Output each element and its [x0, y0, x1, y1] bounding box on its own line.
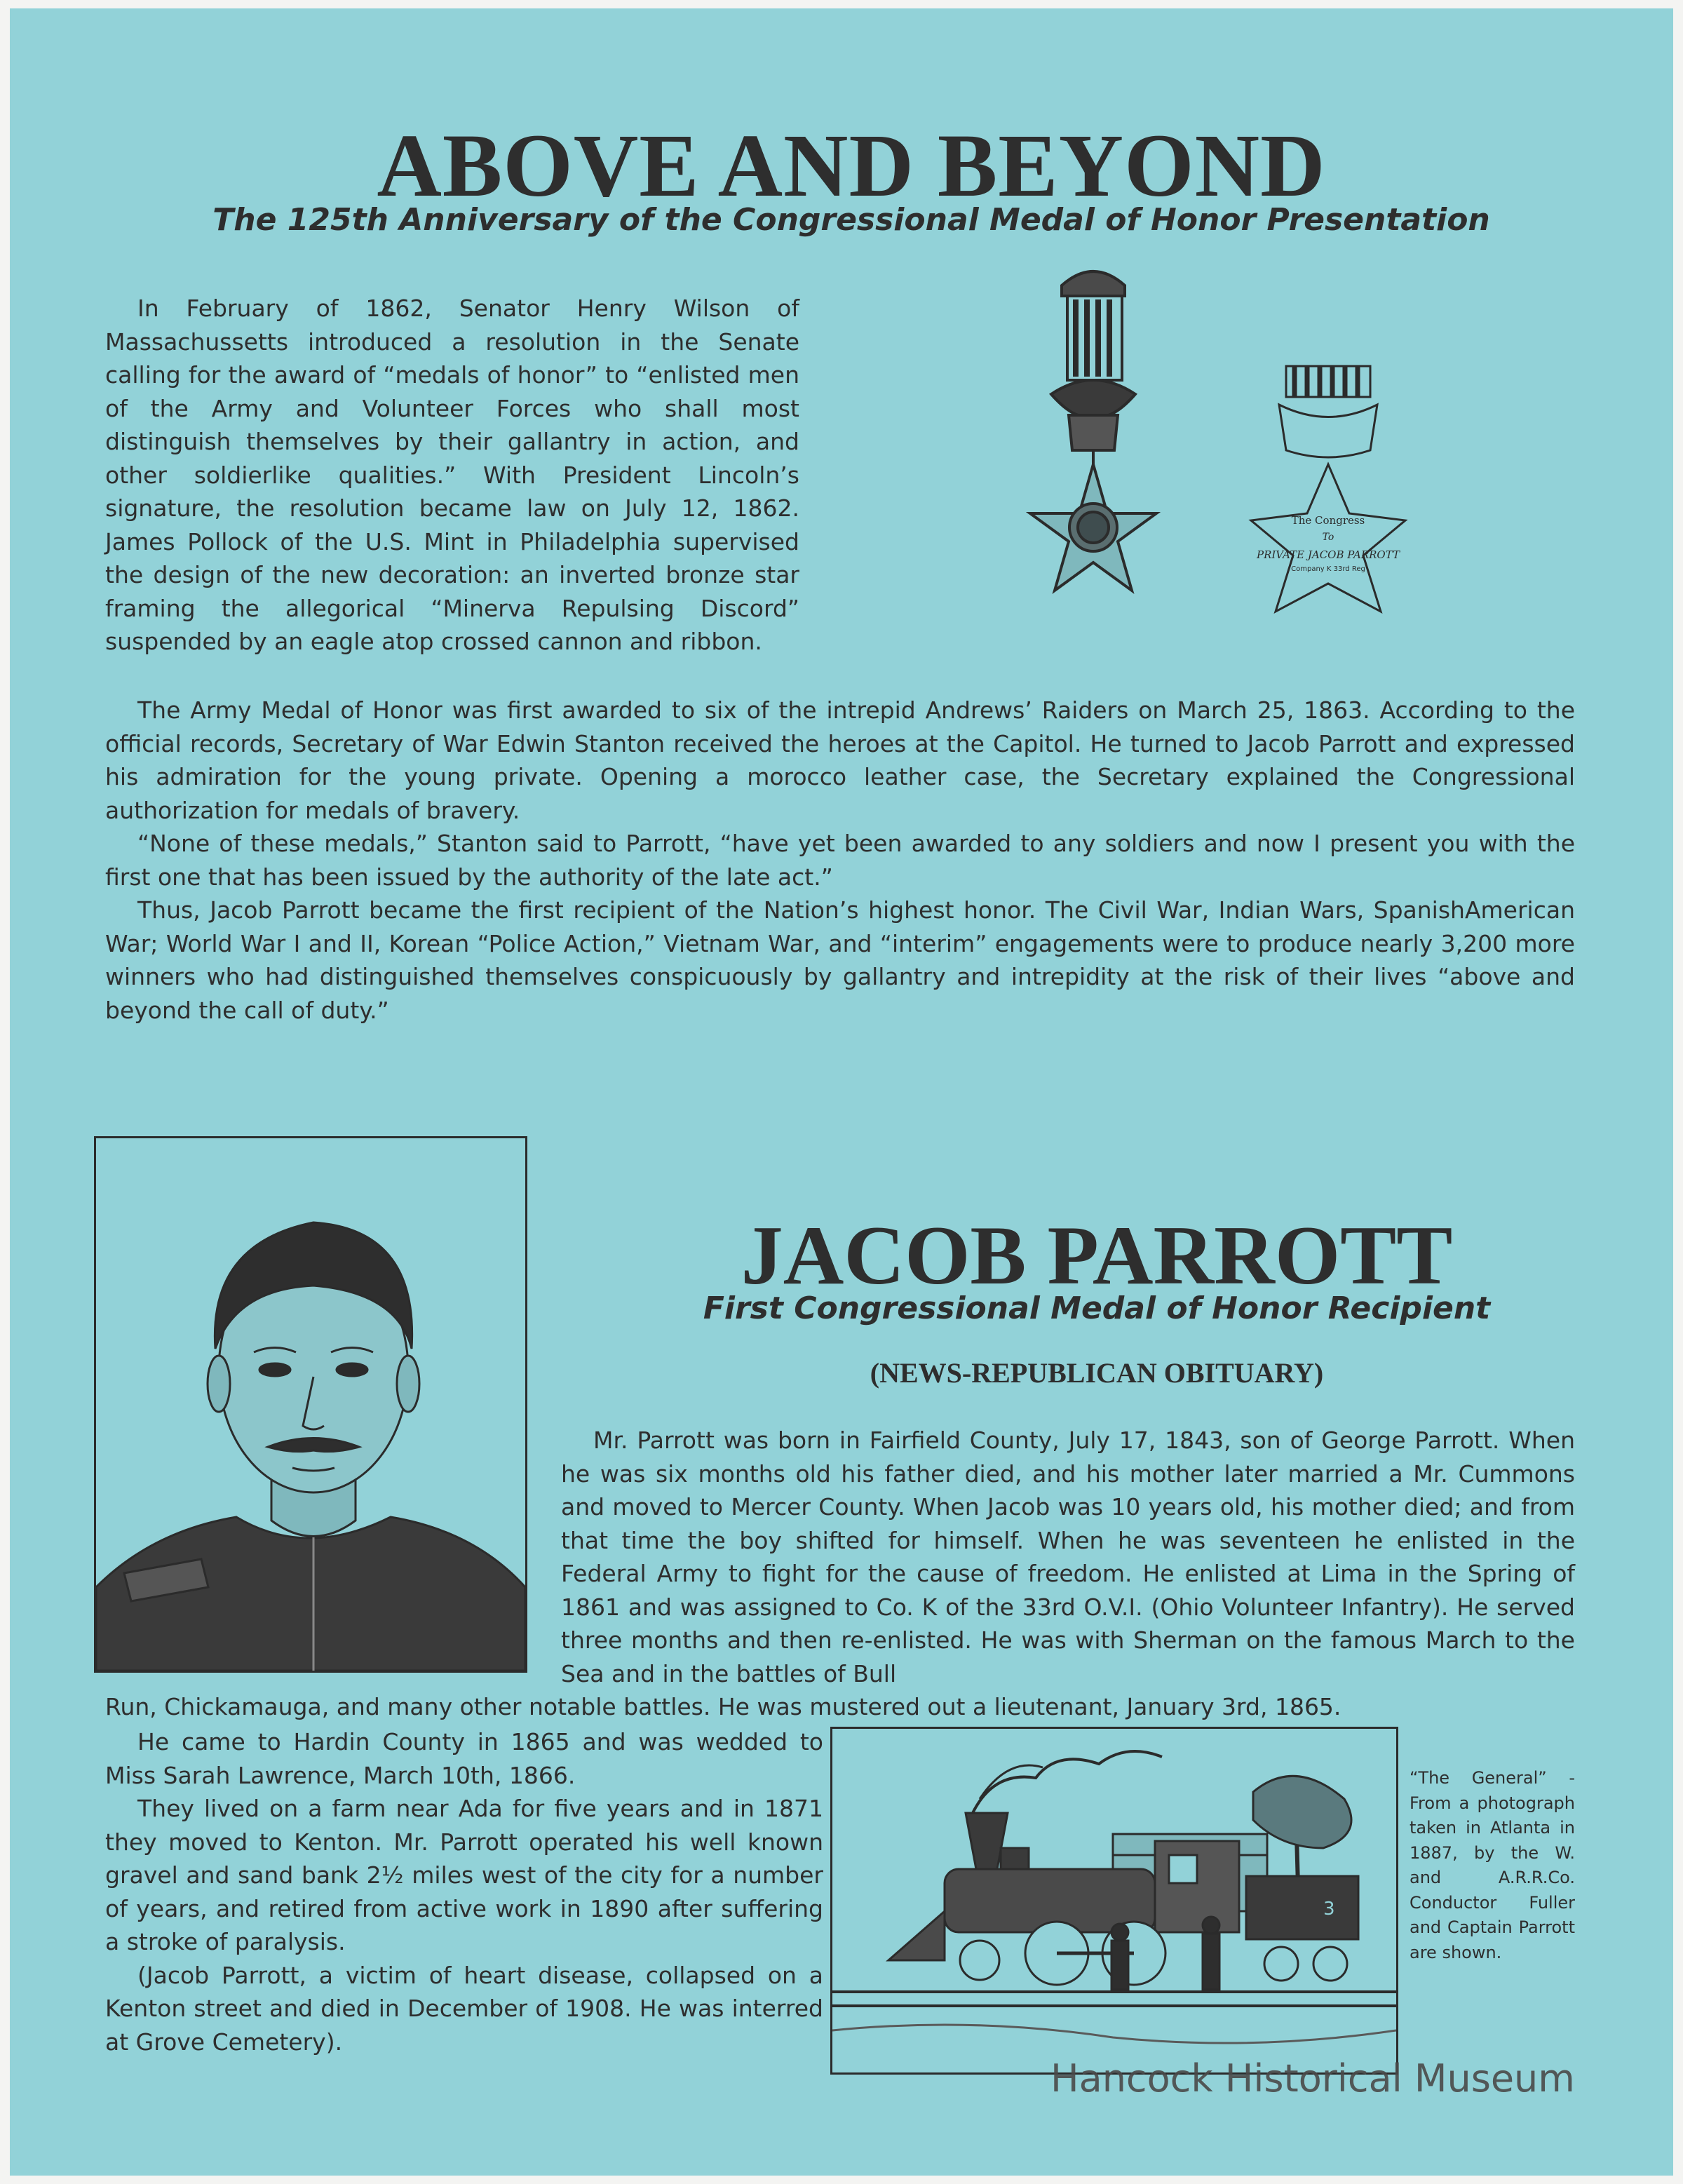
intro-paragraph-1: In February of 1862, Senator Henry Wilson of Massachussetts introduced a resolution in the Senate calling for the award of “medals of honor” to “enlisted men of the Army and Volunteer Forces who shall most distinguish themselves by their gallantry in action, and other soldierlike qualities.” With President Lincoln’s signature, the resolution became law on July 12, 1862. James Pollock of the U.S. Mint in Philadelphia supervised the design of the new decoration: an inverted bronze star framing the allegorical “Minerva Repulsing Discord” suspended by an eagle atop crossed cannon and ribbon.	[105, 295, 799, 655]
intro-paragraph-2: The Army Medal of Honor was first awarded to six of the intrepid Andrews’ Raiders on March 25, 1863. According to the official records, Secretary of War Edwin Stanton received the heroes at the Capitol. He turned to Jacob Parrott and expressed his admiration for the young private. Opening a morocco leather case, the Secretary explained the Congressional authorization for medals of bravery.	[105, 696, 1575, 824]
intro-paragraphs-full	[105, 694, 1575, 1027]
obituary-paragraph-1: He came to Hardin County in 1865 and was wedded to Miss Sarah Lawrence, March 10th, 1866.	[105, 1728, 823, 1789]
the-general-locomotive	[832, 1729, 1396, 2072]
jacob-parrott-portrait	[96, 1138, 525, 1671]
locomotive-caption: “The General” - From a photograph taken in Atlanta in 1887, by the W. and A.R.R.Co. Conductor Fuller and Captain Parrott are shown.	[1410, 1768, 1575, 1962]
main-subtitle: The 125th Anniversary of the Congressional Medal of Honor Presentation	[212, 202, 1490, 238]
main-title: ABOVE AND BEYOND	[377, 116, 1326, 215]
medal-engraving-line-4: Company K 33rd Reg	[1291, 565, 1365, 573]
medal-engraving-line-3: PRIVATE JACOB PARROTT	[1257, 548, 1400, 561]
intro-paragraph-3: “None of these medals,” Stanton said to Parrott, “have yet been awarded to any soldiers and now I present you with the first one that has been issued by the authority of the late act.”	[105, 830, 1575, 891]
tender-number: 3	[1323, 1899, 1335, 1920]
obituary-opening: Mr. Parrott was born in Fairfield County, July 17, 1843, son of George Parrott. When he was six months old his father died, and his mother later married a Mr. Cummons and moved to Mercer County. When Jacob was 10 years old, his mother died; and from that time the boy shifted for himself. When he was seventeen he enlisted in the Federal Army to fight for the cause of freedom. He enlisted at Lima in the Spring of 1861 and was assigned to Co. K of the 33rd O.V.I. (Ohio Volunteer Infantry). He served three months and then re-enlisted. He was with Sherman on the famous March to the Sea and in the battles of Bull	[561, 1427, 1575, 1687]
medal-engraving-line-1: The Congress	[1291, 514, 1365, 527]
intro-paragraph-column	[105, 292, 799, 659]
document-page	[10, 8, 1673, 2176]
army-medal-reverse	[1251, 366, 1405, 612]
obituary-left-column	[105, 1725, 823, 2058]
locomotive-illustration-frame	[830, 1727, 1398, 2075]
portrait-frame	[94, 1136, 527, 1673]
obituary-opening-column	[561, 1424, 1575, 1690]
medal-engraving-line-2: To	[1322, 532, 1334, 543]
obituary-heading: (NEWS-REPUBLICAN OBITUARY)	[870, 1357, 1324, 1389]
section-title: JACOB PARROTT	[741, 1208, 1453, 1302]
obituary-paragraph-2: They lived on a farm near Ada for five years and in 1871 they moved to Kenton. Mr. Parrott operated his well known gravel and sand bank 2½ miles west of the city for a number of years, and retired from active work in 1890 after suffering a stroke of paralysis.	[105, 1795, 823, 1955]
section-subtitle: First Congressional Medal of Honor Recipient	[703, 1290, 1491, 1326]
obituary-continuation-block	[105, 1690, 1575, 1724]
medals-illustration	[1006, 254, 1440, 654]
obituary-paragraph-3: (Jacob Parrott, a victim of heart disease, collapsed on a Kenton street and died in December of 1908. He was interred at Grove Cemetery).	[105, 1961, 823, 2056]
intro-paragraph-4: Thus, Jacob Parrott became the first recipient of the Nation’s highest honor. The Civil War, Indian Wars, SpanishAmerican War; World War I and II, Korean “Police Action,” Vietnam War, and “interim” engagements were to produce nearly 3,200 more winners who had distinguished themselves conspicuously by gallantry and intrepidity at the risk of their lives “above and beyond the call of duty.”	[105, 896, 1575, 1024]
obituary-continuation: Run, Chickamauga, and many other notable battles. He was mustered out a lieutenant, January 3rd, 1865.	[105, 1693, 1341, 1720]
army-medal-front	[1030, 271, 1156, 591]
museum-watermark: Hancock Historical Museum	[1050, 2056, 1575, 2101]
